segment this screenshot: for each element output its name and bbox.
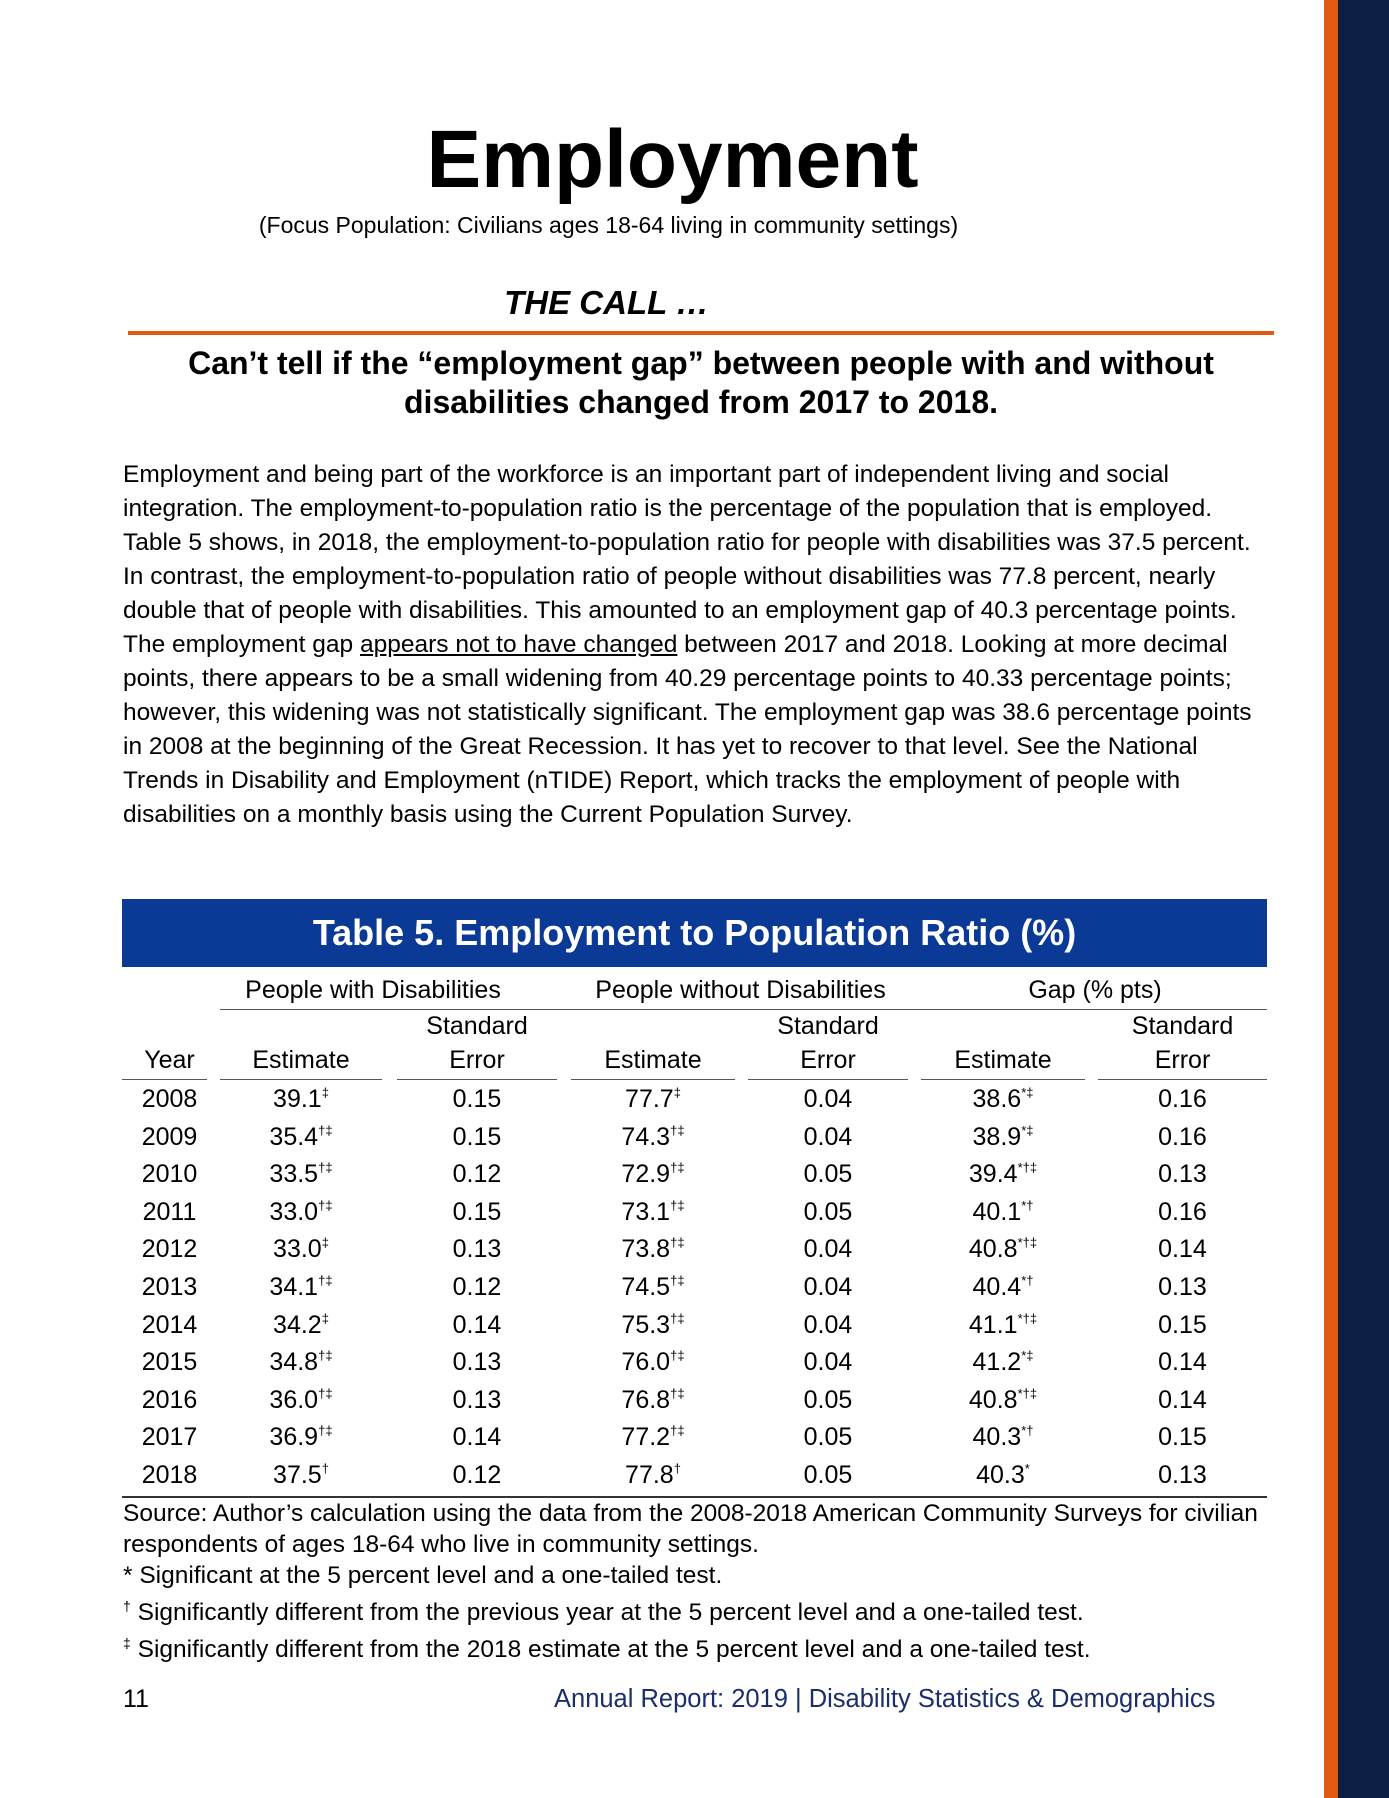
cell-year (122, 1343, 217, 1381)
cell-with-disabilities-estimate (220, 1456, 382, 1498)
cell-without-disabilities-estimate (571, 1230, 735, 1272)
cell-value: 2013 (141, 1273, 198, 1301)
cell-gap-estimate (921, 1155, 1085, 1197)
cell-without-disabilities-se (748, 1381, 908, 1419)
cell-value: 0.05 (803, 1160, 853, 1189)
cell-with-disabilities-se (397, 1306, 557, 1344)
cell-gap-se (1098, 1381, 1267, 1419)
cell-value: 36.9 (269, 1423, 319, 1452)
cell-value: 2009 (141, 1122, 198, 1151)
table-title: Table 5. Employment to Population Ratio (%) (122, 899, 1267, 967)
cell-with-disabilities-estimate (220, 1306, 382, 1348)
col-header-se-2: Error (449, 1046, 505, 1074)
table-row (122, 1193, 1267, 1231)
cell-value: 0.13 (452, 1348, 502, 1377)
side-bar-orange (1324, 0, 1338, 1798)
the-call-heading: THE CALL … (504, 284, 709, 321)
cell-value: 0.16 (1158, 1197, 1207, 1226)
cell-value: 38.6 (972, 1085, 1022, 1113)
cell-with-disabilities-estimate (220, 1155, 382, 1197)
cell-value: 74.5 (621, 1273, 671, 1301)
significance-marker: †‡ (670, 1197, 685, 1213)
significance-marker: *‡ (1021, 1085, 1034, 1100)
cell-gap-estimate (921, 1118, 1085, 1160)
cell-with-disabilities-se (397, 1080, 557, 1118)
cell-value: 0.13 (1158, 1273, 1207, 1301)
significance-marker: † (673, 1461, 681, 1476)
table-row (122, 1456, 1267, 1494)
cell-value: 38.9 (972, 1122, 1022, 1151)
page-number: 11 (123, 1685, 149, 1713)
cell-value: 37.5 (273, 1461, 322, 1489)
double-dagger-mark: ‡ (123, 1635, 131, 1652)
cell-with-disabilities-se (397, 1418, 557, 1456)
cell-value: 0.13 (452, 1235, 502, 1264)
table-notes (123, 1498, 1273, 1665)
significance-marker: *† (1021, 1197, 1034, 1213)
cell-gap-estimate (921, 1080, 1085, 1122)
col-header-se-1: Standard (426, 1012, 528, 1040)
cell-value: 0.12 (452, 1160, 502, 1189)
group-header-without-disabilities: People without Disabilities (595, 976, 886, 1004)
cell-value: 2010 (141, 1160, 198, 1189)
cell-value: 0.14 (452, 1310, 502, 1339)
cell-value: 0.05 (803, 1197, 853, 1226)
significance-marker: ‡ (673, 1085, 681, 1100)
cell-value: 2017 (141, 1423, 198, 1452)
cell-value: 77.2 (621, 1423, 671, 1452)
cell-value: 2015 (141, 1348, 198, 1377)
significance-marker: *†‡ (1017, 1160, 1038, 1176)
cell-without-disabilities-estimate (571, 1456, 735, 1498)
cell-value: 39.4 (968, 1160, 1018, 1189)
cell-year (122, 1080, 217, 1118)
col-header-estimate: Estimate (252, 1046, 350, 1074)
cell-value: 0.05 (803, 1423, 853, 1452)
cell-gap-estimate (921, 1381, 1085, 1423)
cell-value: 0.04 (803, 1235, 853, 1264)
cell-value: 0.04 (803, 1348, 853, 1377)
page-title: Employment (426, 114, 919, 205)
cell-with-disabilities-se (397, 1343, 557, 1381)
dagger-mark: † (123, 1598, 131, 1614)
cell-with-disabilities-se (397, 1268, 557, 1306)
cell-gap-se (1098, 1456, 1267, 1494)
cell-value: 41.1 (968, 1310, 1018, 1339)
table-row (122, 1306, 1267, 1344)
cell-value: 0.14 (1158, 1385, 1207, 1414)
footnote-previous-year (123, 1591, 1273, 1628)
cell-value: 77.8 (625, 1461, 674, 1489)
footnote-text: Significantly different from the 2018 estimate at the 5 percent level and a one-tailed test. (130, 1636, 1091, 1664)
headline: Can’t tell if the “employment gap” between people with and without disabilities changed from 2017 to 2018. (188, 345, 1214, 420)
significance-marker: †‡ (318, 1348, 333, 1364)
cell-value: 0.04 (803, 1273, 853, 1301)
significance-marker: †‡ (670, 1385, 685, 1401)
cell-with-disabilities-se (397, 1230, 557, 1268)
cell-without-disabilities-se (748, 1456, 908, 1494)
significance-marker: †‡ (670, 1273, 685, 1288)
cell-gap-estimate (921, 1268, 1085, 1310)
underlined-phrase: appears not to have changed (359, 631, 678, 658)
cell-value: 40.8 (968, 1235, 1018, 1264)
cell-without-disabilities-se (748, 1306, 908, 1344)
significance-marker: *‡ (1021, 1122, 1034, 1138)
significance-marker: *† (1021, 1423, 1034, 1439)
cell-value: 2018 (141, 1461, 198, 1489)
cell-value: 34.2 (273, 1310, 322, 1339)
cell-year (122, 1155, 217, 1193)
cell-value: 0.04 (803, 1085, 853, 1113)
significance-marker: †‡ (670, 1235, 685, 1251)
cell-with-disabilities-estimate (220, 1193, 382, 1235)
table-row (122, 1268, 1267, 1306)
page-subtitle: (Focus Population: Civilians ages 18-64 living in community settings) (258, 212, 959, 238)
cell-without-disabilities-se (748, 1268, 908, 1306)
cell-gap-estimate (921, 1230, 1085, 1272)
cell-without-disabilities-estimate (571, 1381, 735, 1423)
significance-marker: *†‡ (1017, 1310, 1038, 1326)
cell-year (122, 1456, 217, 1494)
cell-value: 77.7 (625, 1085, 674, 1113)
cell-with-disabilities-estimate (220, 1343, 382, 1385)
cell-value: 2012 (141, 1235, 198, 1264)
cell-without-disabilities-se (748, 1230, 908, 1268)
cell-gap-se (1098, 1343, 1267, 1381)
cell-value: 76.8 (621, 1385, 671, 1414)
cell-without-disabilities-se (748, 1080, 908, 1118)
cell-with-disabilities-estimate (220, 1118, 382, 1160)
cell-value: 74.3 (621, 1122, 671, 1151)
significance-marker: †‡ (670, 1160, 685, 1176)
cell-value: 73.8 (621, 1235, 671, 1264)
cell-without-disabilities-estimate (571, 1306, 735, 1348)
cell-gap-se (1098, 1306, 1267, 1344)
cell-value: 35.4 (269, 1122, 319, 1151)
cell-year (122, 1268, 217, 1306)
significance-marker: †‡ (670, 1310, 685, 1326)
cell-year (122, 1193, 217, 1231)
cell-gap-estimate (921, 1193, 1085, 1235)
significance-marker: †‡ (670, 1423, 685, 1439)
cell-value: 0.16 (1158, 1122, 1207, 1151)
cell-value: 76.0 (621, 1348, 671, 1377)
cell-without-disabilities-se (748, 1155, 908, 1193)
significance-marker: *† (1021, 1273, 1034, 1288)
cell-value: 33.0 (273, 1235, 322, 1264)
cell-value: 0.15 (1158, 1423, 1207, 1452)
cell-value: 2016 (141, 1385, 198, 1414)
group-header-with-disabilities: People with Disabilities (245, 976, 501, 1004)
significance-marker: *†‡ (1017, 1385, 1038, 1401)
cell-value: 73.1 (621, 1197, 671, 1226)
cell-without-disabilities-se (748, 1343, 908, 1381)
cell-value: 0.12 (452, 1273, 502, 1301)
cell-with-disabilities-estimate (220, 1381, 382, 1423)
cell-value: 2014 (141, 1310, 198, 1339)
cell-year (122, 1306, 217, 1344)
col-header-se-1: Standard (1131, 1012, 1234, 1040)
cell-value: 72.9 (621, 1160, 671, 1189)
group-header-gap: Gap (% pts) (1028, 976, 1162, 1004)
cell-gap-se (1098, 1118, 1267, 1156)
cell-value: 0.14 (1158, 1235, 1207, 1264)
divider-rule (128, 331, 1274, 335)
cell-without-disabilities-se (748, 1118, 908, 1156)
col-header-se-2: Error (800, 1046, 856, 1074)
table-row (122, 1418, 1267, 1456)
cell-with-disabilities-estimate (220, 1230, 382, 1272)
cell-gap-se (1098, 1268, 1267, 1306)
body-text-part1: Employment and being part of the workforce is an important part of independent living and social integration. The employment-to-population ratio is the percentage of the population that is employed. Table 5 shows, in 2018, the employment-to-population ratio for people with disabilities was 37.5 percent. In contrast, the employment-to-population ratio of people without disabilities was 77.8 percent, nearly double that of people with disabilities. This amounted to an employment gap of 40.3 percentage points. The employment gap (123, 461, 1251, 658)
cell-without-disabilities-se (748, 1418, 908, 1456)
significance-marker: †‡ (318, 1423, 333, 1439)
source-note: Source: Author’s calculation using the data from the 2008-2018 American Community Surveys for civilian respondents of ages 18-64 who live in community settings. (123, 1500, 1258, 1558)
table-row (122, 1118, 1267, 1156)
col-header-se-2: Error (1154, 1046, 1211, 1074)
cell-value: 0.15 (452, 1085, 502, 1113)
cell-with-disabilities-se (397, 1193, 557, 1231)
cell-without-disabilities-estimate (571, 1268, 735, 1310)
significance-marker: †‡ (318, 1197, 333, 1213)
cell-gap-estimate (921, 1418, 1085, 1460)
cell-without-disabilities-estimate (571, 1118, 735, 1160)
cell-year (122, 1418, 217, 1456)
body-text-part2: between 2017 and 2018. Looking at more decimal points, there appears to be a small widening from 40.29 percentage points to 40.33 percentage points; however, this widening was not statistically significant. The employment gap was 38.6 percentage points in 2008 at the beginning of the Great Recession. It has yet to recover to that level. See the National Trends in Disability and Employment (nTIDE) Report, which tracks the employment of people with disabilities on a monthly basis using the Current Population Survey. (123, 631, 1252, 828)
cell-with-disabilities-estimate (220, 1080, 382, 1122)
cell-value: 0.14 (1158, 1348, 1207, 1377)
cell-value: 34.1 (269, 1273, 319, 1301)
cell-value: 0.05 (803, 1461, 853, 1489)
footnote-text: Significantly different from the previous year at the 5 percent level and a one-tailed test. (130, 1599, 1084, 1627)
significance-marker: †‡ (670, 1348, 685, 1364)
cell-with-disabilities-se (397, 1118, 557, 1156)
cell-value: 40.3 (972, 1423, 1022, 1452)
cell-gap-se (1098, 1230, 1267, 1268)
cell-value: 0.13 (1158, 1461, 1207, 1489)
cell-gap-estimate (921, 1343, 1085, 1385)
significance-marker: ‡ (321, 1085, 329, 1100)
col-header-year: Year (144, 1046, 195, 1074)
table-row (122, 1080, 1267, 1118)
cell-value: 40.3 (976, 1461, 1025, 1489)
significance-marker: †‡ (318, 1160, 333, 1176)
cell-without-disabilities-estimate (571, 1343, 735, 1385)
cell-year (122, 1230, 217, 1268)
cell-without-disabilities-estimate (571, 1080, 735, 1122)
cell-without-disabilities-estimate (571, 1193, 735, 1235)
cell-value: 0.12 (452, 1461, 502, 1489)
cell-with-disabilities-estimate (220, 1418, 382, 1460)
significance-marker: ‡ (321, 1310, 329, 1326)
cell-with-disabilities-se (397, 1456, 557, 1494)
cell-value: 2008 (141, 1085, 198, 1113)
col-header-estimate: Estimate (954, 1046, 1052, 1074)
cell-value: 0.13 (452, 1385, 502, 1414)
cell-value: 41.2 (972, 1348, 1022, 1377)
significance-marker: *‡ (1021, 1348, 1034, 1364)
side-bar-navy (1338, 0, 1389, 1798)
cell-with-disabilities-se (397, 1155, 557, 1193)
significance-marker: * (1024, 1461, 1030, 1476)
significance-marker: *†‡ (1017, 1235, 1038, 1251)
footer-report-title: Annual Report: 2019 | Disability Statistics & Demographics (554, 1685, 1216, 1713)
footnote-significant: * Significant at the 5 percent level and a one-tailed test. (123, 1562, 723, 1589)
table-row (122, 1381, 1267, 1419)
cell-gap-estimate (921, 1456, 1085, 1498)
table-row (122, 1230, 1267, 1268)
significance-marker: †‡ (318, 1122, 333, 1138)
cell-value: 0.15 (452, 1122, 502, 1151)
significance-marker: †‡ (318, 1385, 333, 1401)
cell-value: 75.3 (621, 1310, 671, 1339)
cell-value: 39.1 (273, 1085, 322, 1113)
cell-value: 0.04 (803, 1310, 853, 1339)
cell-gap-se (1098, 1193, 1267, 1231)
cell-value: 33.5 (269, 1160, 319, 1189)
cell-value: 0.13 (1158, 1160, 1207, 1189)
cell-gap-se (1098, 1155, 1267, 1193)
cell-value: 0.04 (803, 1122, 853, 1151)
cell-without-disabilities-estimate (571, 1418, 735, 1460)
cell-gap-se (1098, 1080, 1267, 1118)
significance-marker: †‡ (670, 1122, 685, 1138)
cell-with-disabilities-estimate (220, 1268, 382, 1310)
cell-value: 40.1 (972, 1197, 1022, 1226)
table-row (122, 1155, 1267, 1193)
col-header-estimate: Estimate (604, 1046, 702, 1074)
cell-value: 2011 (142, 1197, 197, 1226)
significance-marker: †‡ (318, 1273, 333, 1288)
cell-value: 40.4 (972, 1273, 1022, 1301)
cell-without-disabilities-se (748, 1193, 908, 1231)
cell-year (122, 1381, 217, 1419)
cell-value: 36.0 (269, 1385, 319, 1414)
body-paragraph (123, 458, 1273, 832)
col-header-se-1: Standard (777, 1012, 879, 1040)
cell-value: 0.16 (1158, 1085, 1207, 1113)
cell-without-disabilities-estimate (571, 1155, 735, 1197)
cell-value: 0.15 (452, 1197, 502, 1226)
cell-value: 0.15 (1158, 1310, 1207, 1339)
cell-gap-estimate (921, 1306, 1085, 1348)
cell-value: 0.14 (452, 1423, 502, 1452)
cell-with-disabilities-se (397, 1381, 557, 1419)
cell-value: 0.05 (803, 1385, 853, 1414)
cell-year (122, 1118, 217, 1156)
cell-value: 40.8 (968, 1385, 1018, 1414)
cell-value: 33.0 (269, 1197, 319, 1226)
significance-marker: ‡ (321, 1235, 329, 1251)
cell-value: 34.8 (269, 1348, 319, 1377)
cell-gap-se (1098, 1418, 1267, 1456)
table-row (122, 1343, 1267, 1381)
significance-marker: † (321, 1461, 329, 1476)
footnote-2018 (123, 1628, 1273, 1665)
